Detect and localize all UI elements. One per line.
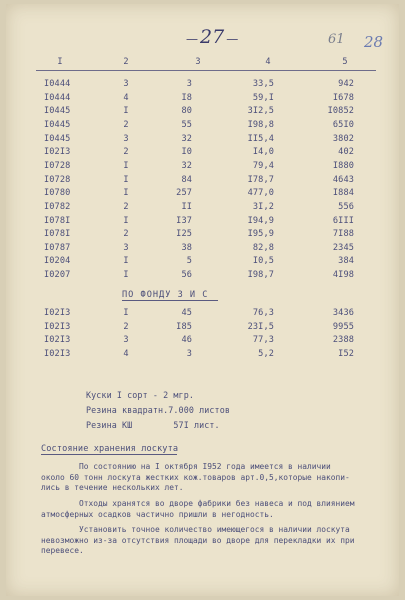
table-cell: I98,8 [247, 119, 274, 130]
table-cell: 4I98 [332, 270, 354, 281]
table-cell: 5 [186, 256, 192, 267]
table-cell: I880 [332, 160, 354, 171]
table-cell: 38 [181, 242, 192, 253]
table-cell: 77,3 [252, 335, 274, 346]
table-cell: I [123, 188, 129, 199]
table-cell: I0728 [44, 174, 71, 185]
table-cell: 477,0 [247, 188, 274, 199]
table-cell: I678 [332, 92, 354, 103]
table-cell: I85 [176, 321, 192, 332]
table-cell: 3I,2 [252, 201, 274, 212]
table-cell: I25 [176, 229, 192, 240]
table-cell: 3 [186, 348, 192, 359]
table-cell: I02I3 [44, 308, 71, 318]
table-cell: 7I88 [332, 229, 354, 240]
header-rule [36, 70, 376, 71]
table-cell: I078I [44, 229, 71, 240]
table-cell: I [123, 160, 129, 171]
table-cell: 9955 [332, 321, 354, 332]
table-cell: I078I [44, 215, 71, 226]
table-cell: 84 [181, 174, 192, 185]
table-cell: 4 [123, 348, 129, 359]
table-cell: I78,7 [247, 174, 274, 185]
archive-number: 28 [364, 33, 384, 51]
table-cell: I52 [338, 348, 354, 359]
table-cell: I0 [181, 147, 192, 158]
table-cell: I [123, 256, 129, 267]
table-cell: 46 [181, 335, 192, 346]
table-cell: I0444 [44, 79, 71, 89]
table-cell: 556 [338, 201, 354, 212]
paragraph: Установить точное количество имеющегося в наличии лоскута невозможно из-за отсутствия площади во дворе для перекладки их при перевесе. [41, 525, 355, 555]
table-cell: 2345 [332, 242, 354, 253]
table-cell: I0852 [327, 106, 354, 117]
table-cell: 55 [181, 119, 192, 130]
column-header: I [57, 57, 63, 67]
table-cell: 3802 [332, 133, 354, 144]
sheet-number: 61 [328, 32, 345, 47]
table-cell: I0207 [44, 270, 71, 281]
column-header: 5 [342, 57, 348, 67]
note-line: Куски I сорт - 2 мгр. [86, 390, 194, 400]
table-cell: I02I3 [44, 147, 71, 158]
table-cell: I [123, 308, 129, 318]
table-cell: 33,5 [252, 79, 274, 89]
column-header: 2 [123, 57, 129, 67]
table-cell: I0,5 [252, 256, 274, 267]
table-cell: I02I3 [44, 335, 71, 346]
table-cell: 257 [176, 188, 192, 199]
table-cell: 23I,5 [247, 321, 274, 332]
table-cell: 3I2,5 [247, 106, 274, 117]
table-cell: 3 [123, 79, 129, 89]
table-cell: I98,7 [247, 270, 274, 281]
paragraph: По состоянию на I октября I952 года имеется в наличии около 60 тонн лоскута жестких кож.товаров арт.0,5,которые накопи- лись в течение нескольких лет. [41, 462, 350, 492]
subheading-underline [122, 300, 218, 301]
table-cell: I0787 [44, 242, 71, 253]
page-number: — 27 — [186, 26, 238, 48]
table-cell: 2388 [332, 335, 354, 346]
table-cell: 2 [123, 147, 129, 158]
table-cell: 65I0 [332, 119, 354, 130]
table-cell: 402 [338, 147, 354, 158]
table-cell: I0782 [44, 201, 71, 212]
table-cell: 80 [181, 106, 192, 117]
section-title-underline [41, 454, 177, 455]
table-cell: II5,4 [247, 133, 274, 144]
table-cell: 3 [186, 79, 192, 89]
table-cell: I0444 [44, 92, 71, 103]
table-cell: I0728 [44, 160, 71, 171]
table-cell: 45 [181, 308, 192, 318]
table-cell: 2 [123, 229, 129, 240]
table-cell: I94,9 [247, 215, 274, 226]
table-cell: 3 [123, 335, 129, 346]
table-cell: 56 [181, 270, 192, 281]
section-title: Состояние хранения лоскута [41, 444, 179, 454]
table-cell: 32 [181, 160, 192, 171]
table-cell: I0445 [44, 133, 71, 144]
table-cell: 4643 [332, 174, 354, 185]
column-header: 3 [195, 57, 201, 67]
table-cell: I4,0 [252, 147, 274, 158]
table-cell: I [123, 174, 129, 185]
column-header: 4 [265, 57, 271, 67]
document-page [6, 4, 399, 596]
table-cell: 6III [332, 215, 354, 226]
table-cell: I0204 [44, 256, 71, 267]
table-cell: 3 [123, 133, 129, 144]
note-line: Резина КШ 57I лист. [86, 420, 220, 430]
table-cell: I37 [176, 215, 192, 226]
table-cell: I [123, 106, 129, 117]
table-cell: 2 [123, 321, 129, 332]
table-cell: I [123, 215, 129, 226]
table-cell: 76,3 [252, 308, 274, 318]
fund-subheading: ПО ФОНДУ З И С [122, 290, 209, 300]
table-cell: 384 [338, 256, 354, 267]
table-cell: 3436 [332, 308, 354, 318]
table-cell: I0780 [44, 188, 71, 199]
table-cell: I8 [181, 92, 192, 103]
table-cell: I02I3 [44, 348, 71, 359]
table-cell: 2 [123, 119, 129, 130]
table-cell: 4 [123, 92, 129, 103]
table-cell: 82,8 [252, 242, 274, 253]
table-cell: I95,9 [247, 229, 274, 240]
table-cell: II [181, 201, 192, 212]
paragraph: Отходы хранятся во дворе фабрики без навеса и под влиянием атмосферных осадков частично пришли в негодность. [41, 499, 355, 519]
table-cell: 2 [123, 201, 129, 212]
table-cell: I [123, 270, 129, 281]
table-cell: I0445 [44, 106, 71, 117]
table-cell: 79,4 [252, 160, 274, 171]
table-cell: 5,2 [258, 348, 274, 359]
table-cell: 59,I [252, 92, 274, 103]
table-cell: I884 [332, 188, 354, 199]
table-cell: 32 [181, 133, 192, 144]
note-line: Резина квадратн.7.000 листов [86, 405, 230, 415]
table-cell: 942 [338, 79, 354, 89]
table-cell: I0445 [44, 119, 71, 130]
table-cell: 3 [123, 242, 129, 253]
table-cell: I02I3 [44, 321, 71, 332]
